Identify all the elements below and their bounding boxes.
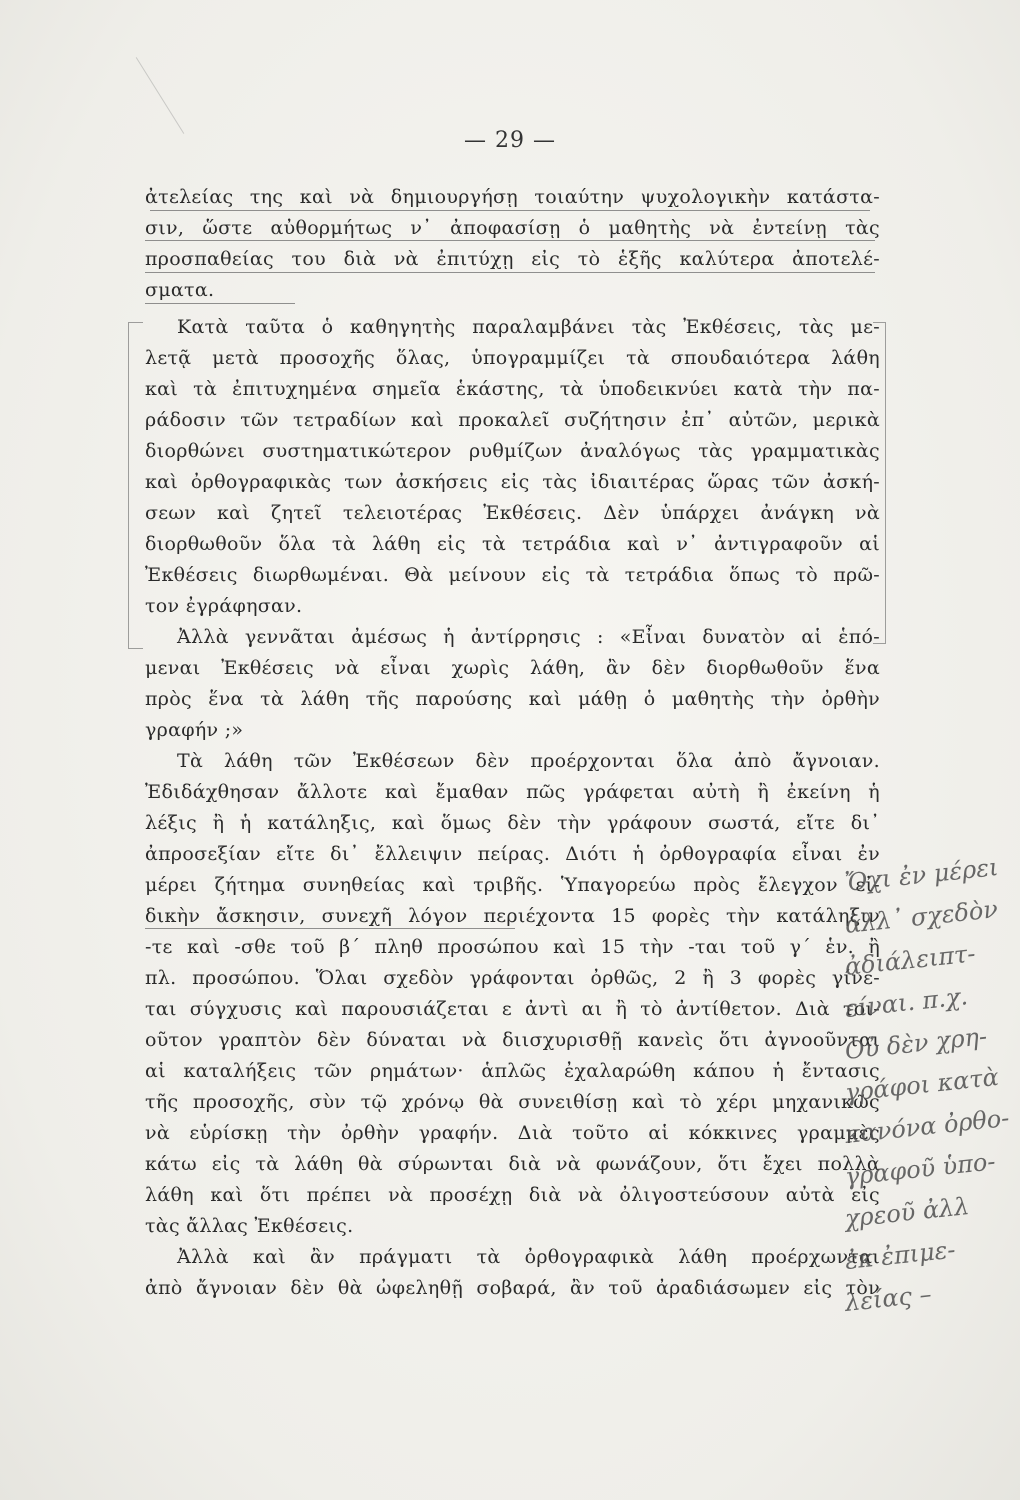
page-number: — 29 — [464, 128, 556, 153]
text-line: σεων καὶ ζητεῖ τελειοτέρας Ἐκθέσεις. Δὲν ὑπάρχει ἀνάγκη νὰ [145, 502, 880, 524]
text-line: νὰ εὑρίσκῃ τὴν ὀρθὴν γραφήν. Διὰ τοῦτο αἱ κόκκινες γραμμὲς [145, 1122, 880, 1144]
text-line: τον ἐγράφησαν. [145, 595, 303, 617]
body-text [145, 182, 880, 1304]
text-line: τῆς προσοχῆς, σὺν τῷ χρόνῳ θὰ συνειθίσῃ καὶ τὸ χέρι μηχανικῶς [145, 1091, 880, 1113]
text-line: πρὸς ἕνα τὰ λάθη τῆς παρούσης καὶ μάθῃ ὁ μαθητὴς τὴν ὀρθὴν [145, 688, 880, 710]
text-line: σματα. [145, 279, 215, 301]
margin-note-line: γραφοῦ ὑπο- [843, 1147, 997, 1191]
text-line: μέρει ζήτημα συνηθείας καὶ τριβῆς. Ὑπαγορεύω πρὸς ἔλεγχον εἰ- [145, 874, 880, 896]
text-line: διορθωθοῦν ὅλα τὰ λάθη εἰς τὰ τετράδια καὶ ν᾽ ἀντιγραφοῦν αἱ [145, 533, 880, 555]
text-line: Ἀλλὰ γεννᾶται ἀμέσως ἡ ἀντίρρησις : «Εἶναι δυνατὸν αἱ ἑπό- [177, 626, 880, 648]
text-line: καὶ τὰ ἐπιτυχημένα σημεῖα ἑκάστης, τὰ ὑποδεικνύει κατὰ τὴν πα- [145, 378, 880, 400]
text-line: ται σύγχυσις καὶ παρουσιάζεται ε ἀντὶ αι ἢ τὸ ἀντίθετον. Διὰ τοι- [145, 998, 880, 1020]
text-line: λάθη καὶ ὅτι πρέπει νὰ προσέχῃ διὰ νὰ ὀλιγοστεύσουν αὐτὰ εἰς [145, 1184, 880, 1206]
text-line: οῦτον γραπτὸν δὲν δύναται νὰ διισχυρισθῇ κανεὶς ὅτι ἀγνοοῦνται [145, 1029, 880, 1051]
margin-note-line: είναι. π.χ. [843, 982, 970, 1023]
text-line: λέξις ἢ ἡ κατάληξις, καὶ ὅμως δὲν τὴν γράφουν σωστά, εἴτε δι᾽ [145, 812, 880, 834]
text-line: ἀπὸ ἄγνοιαν δὲν θὰ ὠφεληθῇ σοβαρά, ἂν τοῦ ἀραδιάσωμεν εἰς τὸν [145, 1277, 880, 1299]
text-line: καὶ ὀρθογραφικὰς των ἀσκήσεις εἰς τὰς ἰδιαιτέρας ὥρας τῶν ἀσκή- [145, 471, 880, 493]
margin-note-line: Ὄχι ἐν μέρει [843, 852, 1000, 897]
margin-note-line: γράφοι κατὰ [843, 1062, 1001, 1107]
margin-note-line: ἀδιάλειπτ- [843, 939, 977, 981]
text-line: αἱ καταλήξεις τῶν ρημάτων· ἁπλῶς ἐχαλαρώθη κάπου ἡ ἔντασις [145, 1060, 880, 1082]
text-line: τὰς ἄλλας Ἐκθέσεις. [145, 1215, 354, 1237]
margin-note-line: λείας – [843, 1280, 933, 1317]
text-line: προσπαθείας του διὰ νὰ ἐπιτύχῃ εἰς τὸ ἑξῆς καλύτερα ἀποτελέ- [145, 248, 880, 270]
margin-note-line: ἀλλ᾽ σχεδὸν [843, 895, 1000, 939]
margin-note-line: ἐκ ἐπιμε- [843, 1235, 957, 1275]
text-line: Ἐδιδάχθησαν ἄλλοτε καὶ ἔμαθαν πῶς γράφεται αὐτὴ ἢ ἐκείνη ἡ [145, 781, 880, 803]
text-line: λετᾷ μετὰ προσοχῆς ὅλας, ὑπογραμμίζει τὰ σπουδαιότερα λάθη [145, 347, 880, 369]
text-line: Κατὰ ταῦτα ὁ καθηγητὴς παραλαμβάνει τὰς Ἐκθέσεις, τὰς με- [177, 316, 880, 338]
pencil-stray-mark [136, 57, 185, 134]
text-line: ράδοσιν τῶν τετραδίων καὶ προκαλεῖ συζήτησιν ἐπ᾽ αὐτῶν, μερικὰ [145, 409, 880, 431]
text-line: Ἀλλὰ καὶ ἂν πράγματι τὰ ὀρθογραφικὰ λάθη προέρχωνται [177, 1246, 880, 1268]
text-line: διορθώνει συστηματικώτερον ρυθμίζων ἀναλόγως τὰς γραμματικὰς [145, 440, 880, 462]
text-line: μεναι Ἐκθέσεις νὰ εἶναι χωρὶς λάθη, ἂν δὲν διορθωθοῦν ἕνα [145, 657, 880, 679]
pencil-bracket [128, 322, 143, 649]
text-line: σιν, ὥστε αὐθορμήτως ν᾽ ἀποφασίσῃ ὁ μαθητὴς νὰ ἐντείνῃ τὰς [145, 217, 880, 239]
margin-note-line: χρεοῦ ἀλλ [843, 1192, 971, 1233]
handwritten-margin-note [843, 852, 1020, 1324]
text-line: ἀπροσεξίαν εἴτε δι᾽ ἔλλειψιν πείρας. Διότι ἡ ὀρθογραφία εἶναι ἐν [145, 843, 880, 865]
text-line: Τὰ λάθη τῶν Ἐκθέσεων δὲν προέρχονται ὅλα ἀπὸ ἄγνοιαν. [177, 750, 880, 772]
text-line: ἀτελείας της καὶ νὰ δημιουργήσῃ τοιαύτην ψυχολογικὴν κατάστα- [145, 186, 880, 208]
margin-note-line: κανόνα ὀρθο- [843, 1103, 1011, 1149]
text-line: κάτω εἰς τὰ λάθη θὰ σύρωνται διὰ νὰ φωνάζουν, ὅτι ἔχει πολλὰ [145, 1153, 880, 1175]
text-line: δικὴν ἄσκησιν, συνεχῆ λόγον περιέχοντα 15 φορὲς τὴν κατάληξιν [145, 905, 880, 927]
margin-note-line: Οὐ δὲν χρη- [843, 1022, 989, 1065]
text-line: Ἐκθέσεις διωρθωμέναι. Θὰ μείνουν εἰς τὰ τετράδια ὅπως τὸ πρῶ- [145, 564, 880, 586]
text-line: γραφήν ;» [145, 719, 244, 741]
text-line: πλ. προσώπου. Ὅλαι σχεδὸν γράφονται ὀρθῶς, 2 ἢ 3 φορὲς γίνε- [145, 967, 880, 989]
text-line: -τε καὶ -σθε τοῦ β΄ πληθ προσώπου καὶ 15 τὴν -ται τοῦ γ΄ ἑν. ἢ [145, 936, 880, 958]
